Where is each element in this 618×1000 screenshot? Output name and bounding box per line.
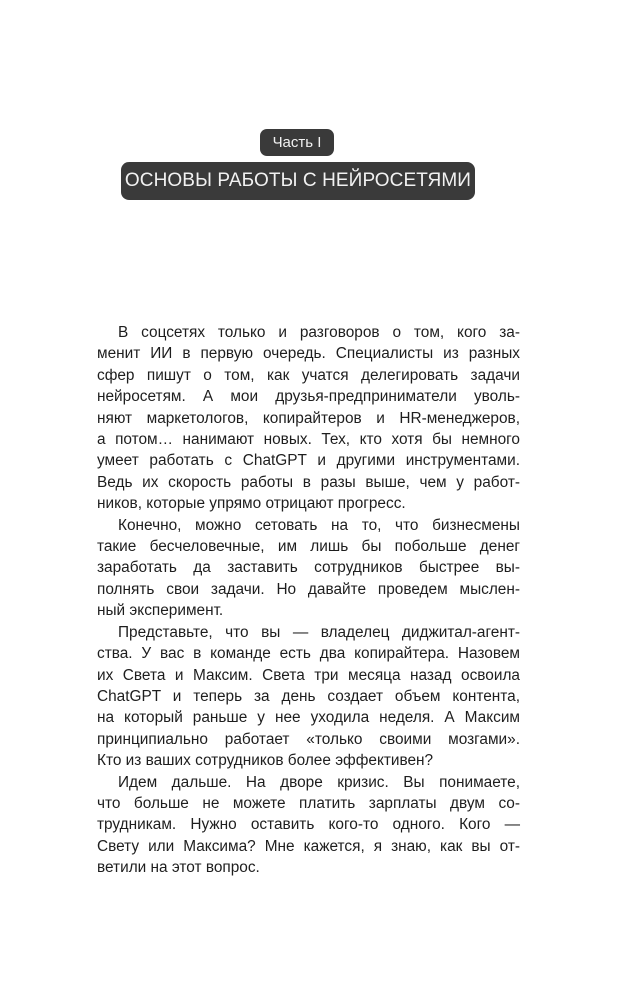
text-line: В соцсетях только и разговоров о том, кого за-	[118, 324, 520, 341]
text-line: трудникам. Нужно оставить кого-то одного. Кого —	[97, 816, 520, 834]
text-line: на который раньше у нее уходила неделя. А Максим	[97, 709, 520, 727]
paragraph	[97, 772, 520, 879]
text-line: а потом… нанимают новых. Тех, кто хотя бы немного	[97, 431, 520, 449]
text-line: заработать да заставить сотрудников быстрее вы-	[97, 559, 520, 577]
text-line: Представьте, что вы — владелец диджитал-агент-	[118, 623, 520, 641]
text-line: такие бесчеловечные, им лишь бы побольше денег	[97, 538, 520, 556]
text-line: Свету или Максима? Мне кажется, я знаю, как вы от-	[97, 837, 520, 855]
text-line: сфер пишут о том, как учатся делегировать задачи	[97, 366, 520, 384]
body-text	[97, 322, 520, 879]
part-label: Часть I	[260, 129, 334, 156]
text-line: Конечно, можно сетовать на то, что бизнесмены	[118, 516, 520, 534]
paragraph	[97, 322, 520, 515]
text-line: ства. У вас в команде есть два копирайтера. Назовем	[97, 645, 520, 663]
text-line: менит ИИ в первую очередь. Специалисты из разных	[97, 345, 520, 363]
paragraph	[97, 515, 520, 622]
text-line: ный эксперимент.	[97, 602, 224, 620]
text-line: ников, которые упрямо отрицают прогресс.	[97, 495, 406, 513]
text-line: няют маркетологов, копирайтеров и HR-менеджеров,	[97, 409, 520, 427]
paragraph	[97, 622, 520, 772]
text-line: нейросетям. А мои друзья-предприниматели уволь-	[97, 388, 520, 406]
text-line: принципиально работает «только своими мозгами».	[97, 730, 520, 748]
text-line: полнять свои задачи. Но давайте проведем мыслен-	[97, 580, 520, 598]
text-line: умеет работать с ChatGPT и другими инструментами.	[97, 452, 520, 470]
text-line: что больше не можете платить зарплаты двум со-	[97, 794, 520, 812]
text-line: их Света и Максим. Света три месяца назад освоила	[97, 666, 520, 684]
text-line: Идем дальше. На дворе кризис. Вы понимаете,	[118, 773, 520, 791]
text-line: ChatGPT и теперь за день создает объем контента,	[97, 687, 520, 705]
text-line: ветили на этот вопрос.	[97, 859, 260, 877]
text-line: Кто из ваших сотрудников более эффективен?	[97, 752, 434, 770]
section-title: ОСНОВЫ РАБОТЫ С НЕЙРОСЕТЯМИ	[121, 162, 475, 200]
text-line: Ведь их скорость работы в разы выше, чем у работ-	[97, 473, 520, 491]
